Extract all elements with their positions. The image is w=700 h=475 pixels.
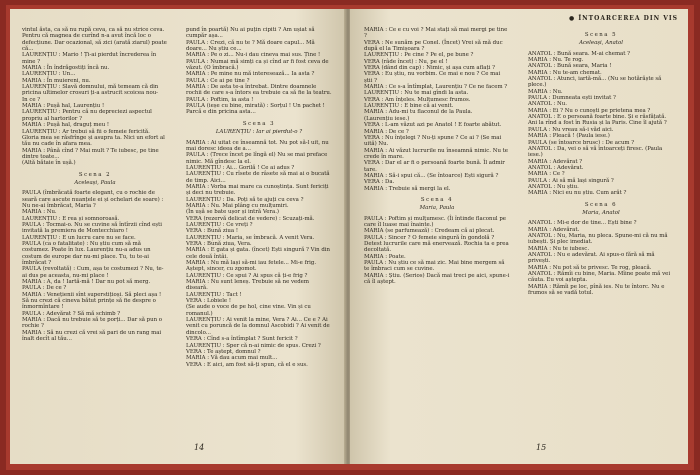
text-line: LAURENȚIU : Nu te mai gîndi la asta. [364, 90, 469, 97]
text-line: PAULA (se întoarce brusc) : De acum ? [528, 139, 635, 146]
text-line: ANATOL : Rămîi cu bine, Maria. Mîine poate mă vei căuta. Eu voi aștepta. [528, 271, 672, 284]
text-line: Maria, Paula [419, 205, 455, 212]
text-line: MARIA : Poate. [364, 253, 406, 260]
text-line: VERA : Am înțeles. Mulțumesc frumos. [364, 96, 471, 103]
text-line: LAURENȚIU : E un lucru care nu se face. [22, 234, 136, 241]
right-column-2 [528, 27, 674, 296]
text-line: ANATOL : Bună seara. M-ai chemat ? [528, 50, 631, 57]
text-line: MARIA : De ce ? [364, 128, 409, 135]
text-line: PAULA : Poftim, ia asta ! [186, 96, 254, 103]
text-line: LAURENȚIU : E rea și somnoroasă. [22, 215, 120, 222]
text-line: MARIA : Nu pot să te privesc. Te rog, pleacă. [528, 264, 652, 271]
text-line: MARIA : A, da ! Iartă-mă ! Dar nu pot să merg. [22, 279, 151, 286]
text-line: MARIA : Nu. Mai plâng cu mulțumiri. [186, 202, 289, 209]
scene-heading: Scena 4 [420, 196, 454, 203]
text-line: VERA : Te aștept, domnul ? [186, 348, 261, 355]
text-line: ANATOL : Atunci, iartă-mă... (Nu se hotărăște să plece.) [528, 76, 664, 89]
text-line: MARIA : Pușă hal, Laurențiu ! [22, 103, 105, 110]
text-line: MARIA : Ce e cu voi ? Mai stați să mai mergi pe tine ? [364, 27, 509, 40]
text-line: LAURENȚIU : E bine că ai venit. [364, 103, 454, 110]
text-line: Maria, Anatol [582, 209, 620, 216]
text-line: LAURENȚIU : Cu rîsete de râsete să mai ai o bucată de timp. Aici... [186, 171, 332, 184]
text-line: MARIA : Dacă nu trebuie să te porți... Dar să pun o rochie ? [22, 317, 164, 330]
text-line: PAULA : Poftim și mulțumesc. (Îi întinde flaconul pe care îl luase mai înainte.) [364, 215, 508, 228]
text-line: PAULA : Dumneata ești invitat ? [528, 95, 616, 102]
text-line: VERA : Cînd s-a întîmplat ? Sunt fericit ? [186, 336, 298, 343]
text-line: ANATOL : Da, vei o să vă întoarceți firesc. (Paula iese.) [528, 145, 664, 159]
text-line: VERA : Nu înțelegi ? Nu-ți spune ? Ce ai ? (Se mai uită) Nu. [364, 134, 503, 148]
text-line: LAURENȚIU : Pe cine ? Pe el, pe bune ? [364, 52, 474, 59]
text-line: LAURENȚIU : Ar trebui să fii o femeie fericită. Gloria mea se răsfrînge și asupra ta. Nici un efort al tău nu cade în afara mea. [22, 128, 167, 148]
text-line: MARIA : Vă dau acum mai mult... [186, 355, 278, 362]
text-line: MARIA : Vorba mai mare ca cunoștința. Sunt fericiți și deci nu trebuie. [186, 183, 331, 197]
text-line: LAURENȚIU : Mario ! Ți-ai pierdut încrederea în mine ? [22, 52, 158, 65]
text-line: MARIA : Adevărat. [528, 226, 580, 233]
text-line: ANATOL : Nu știu. [528, 183, 579, 190]
text-line: ANATOL : Mi-e dor de tine... Ești bine ? [528, 220, 637, 227]
text-line: MARIA : Nu. [528, 88, 563, 95]
text-line: PAULA (revoltată) : Cum, așa te costumezi ? Nu, te-ai dus pe aceasta, nu-mi place ! [22, 266, 164, 279]
text-line: MARIA : Nu. Te rog. [528, 57, 584, 64]
text-line: MARIA : Nu te-am chemat. [528, 69, 602, 76]
text-line: MARIA : De asta te-a întrebat. Dintre doamnele rochii de care s-a întors ea trebuie ca să fie la teatru. [186, 84, 332, 97]
text-line: PAULA (ieșe cu bine, mirată) : Sorțul ! Un pachet ! Parcă e din pricina asta... [186, 103, 327, 116]
text-line: ANATOL : E o persoană foarte bine. Și e răsfățată. Ani la rînd a fost în Rusia și la Paris. Cine îl ajută ? [528, 114, 668, 127]
text-line: MARIA : Nu mă lași să-mi iau fetele... Mi-e frig. Aștept, sincer, cu zgomot. [186, 260, 318, 273]
text-line: PAULA (ca o fatalitate) : Nu știu cum să mă costumez. Poate în lux. Laurențiu nu-a adus un costum de europe dar nu-mi place. Tu, tu te-ai îmbrăcat ? [22, 241, 153, 267]
left-column-2 [186, 27, 332, 368]
text-line: LAURENȚIU : Tact ! [186, 291, 242, 298]
right-column-1 [364, 27, 510, 285]
text-line: (Se aude o voce de pe hol, cine vine. Vin și cu romanul.) [186, 304, 313, 317]
text-line: PAULA : De ce ? [22, 285, 67, 292]
text-line: MARIA : Adevărat ? [528, 158, 583, 165]
text-line: LAURENȚIU : Da. Poți să te ajuți cu ceva ? [186, 196, 304, 203]
text-line: VERA : E aici, am fost să-ți spun, că el e sus. [186, 361, 308, 368]
text-line: PAULA : Ce ai pe tine ? [186, 77, 250, 84]
text-line: MARIA (se parfumează) : Credeam că ai plecat. [364, 228, 495, 235]
text-line: MARIA : Să-i spui că... (Se întoarce) Ești sigură ? [364, 172, 499, 179]
text-line: VERA : Ne sunăm pe Conel. (Încet) Vrei să mă duc după el la Timișoara ? [364, 39, 505, 53]
text-line: ANATOL : Adevărat. [528, 164, 584, 171]
page-number-left: 14 [194, 443, 205, 452]
text-line: LAURENȚIU : Iar ai pierdut-o ? [215, 129, 303, 136]
text-line: MARIA : Pușă hal, draguț meu ! [22, 122, 110, 129]
text-line: LAURENȚIU : Ce vreți ? [186, 221, 253, 228]
text-line: VERA : Bună ziua ! [186, 228, 238, 235]
text-line: VERA : Lobiele ! [186, 298, 232, 305]
text-line: LAURENȚIU : Un... [22, 71, 76, 78]
text-line: MARIA : Pleacă ! (Paula iese.) [528, 133, 610, 140]
text-line: LAURENȚIU : Ai... Gorilă ! Ce ai adus ? [186, 164, 295, 171]
text-line: vintul ăsta, ca să nu rupă ceva, ca să nu strice ceva. Pentru că magnea de curînd n-a avut încă loc o defecțiune. Dar ocazional, să zici (arată ziarul) poate că... [22, 27, 169, 53]
text-line: ANATOL : Nu, Maria, nu pleca. Spune-mi că nu mă iubești. Și plec imediat. [528, 232, 670, 246]
text-line: MARIA : În muiereni, nu. [22, 77, 91, 84]
text-line: MARIA : Rămîi pe loc, pînă ies. Nu te întorc. Nu e frumos să se vadă totul. [528, 283, 667, 297]
text-line: MARIA : Nici eu nu știu. Cum arăt ? [528, 190, 627, 197]
text-line: LAURENȚIU : Ai venit la mine, Vera ? Ai... Ce e ? Ai venit cu poruncă de la domnul Ascobidi ? Ai venit de dincolo... [186, 317, 332, 336]
text-line: PAULA : Numai mă simți ca și cînd ar fi fost ceva de văzut. (O îmbracă.) [186, 58, 331, 72]
text-line: MARIA : Până cînd ? Mai mult ? Te iubesc, pe tine dintre toate... [22, 147, 161, 160]
text-line: ANATOL : Nu e adevărat. Ai spus-o fără să mă privești. [528, 252, 657, 265]
text-line: PAULA : Tocmai-o. Nu se cuvine să întîrzii cînd ești invitată la premiera de Montecchiaro ! [22, 221, 164, 235]
text-line: PAULA (îmbrăcată foarte elegant, cu o rochie de seară care ascute nuanțele ei și ochelari de soare) : Nu ne-ai îmbrăcat, Maria ? [22, 190, 165, 209]
scene-heading: Scena 6 [584, 201, 618, 208]
scene-heading: Scena 3 [242, 120, 276, 127]
text-line: VERA : Eu știu, nu vorbim. Ce mai e nou ? Ce mai știi ? [364, 71, 502, 84]
right-page [350, 9, 688, 464]
text-line: PAULA : Crezi, că nu te ? Mă doare capul... Mă doare... Nu știu ce... [186, 39, 317, 53]
text-line: VERA (râde încet) : Nu, pe el ! [364, 58, 448, 65]
text-line: In ce ? [22, 96, 41, 103]
text-line: LAURENȚIU : Ce spui ? Ai spus că ți-e frig ? [186, 272, 308, 279]
text-line: (În ușă se bate ușor și intră Vera.) [186, 209, 280, 216]
text-line: Aceleași, Paula [74, 179, 116, 186]
text-line: MARIA : Adu-mi tu flaconul de la Paula. [364, 109, 473, 116]
text-line: PAULA : Nu vreau să-i văd aici. [528, 126, 614, 133]
text-line: VERA : Da. [364, 179, 395, 186]
text-line: MARIA : Nu sunt leneș. Trebuie să ne vedem diseară. [186, 279, 311, 292]
text-line: MARIA : Să nu crezi că vrei să pari de un rang mai înalt decît al tău... [22, 329, 163, 343]
text-line: MARIA : Pe mine nu mă interesează... Ia asta ? [186, 71, 315, 78]
left-column-1 [22, 27, 168, 343]
text-line: PAULA : Adevărat ? Să mă schimb ? [22, 310, 121, 317]
text-line: ANATOL : Bună seara, Maria ! [528, 63, 612, 70]
text-line: LAURENȚIU : Pentru că nu depreciezi aspectul propriu al hartorilor ? [22, 109, 154, 122]
text-line: MARIA : Ai văzut lucrurile nu înseamnă nimic. Nu te crede în mare. [364, 147, 510, 160]
text-line: MARIA : În îndrăgostiți încă nu. [22, 65, 110, 72]
text-line: (Altă bătaie în ușă.) [22, 160, 76, 167]
text-line: MARIA : Trebuie să mergi la el. [364, 185, 451, 192]
text-line: pund în poartă) Nu ai puțin cipiti ? Am ușiat să cumpăr așa... [186, 27, 317, 40]
text-line: MARIA : Ce s-a întîmplat, Laurențiu ? Ce ne facem ? [364, 84, 508, 91]
scene-heading: Scena 5 [584, 32, 618, 38]
text-line: VERA (rezervă delicat de vedere) : Scuzați-mă. [186, 215, 315, 222]
text-line: (Laurențiu iese.) [364, 115, 410, 122]
book-spread [6, 5, 694, 470]
scene-heading: Scena 2 [78, 171, 112, 178]
text-line: MARIA : Ce ? [528, 171, 565, 178]
text-line: LAURENȚIU : Slavă domnului, mă temeam că din pricina ultimelor crosuri ți-a astrucit scoicea nou- [22, 84, 160, 97]
text-line: PAULA : Sincer ? O femeie singură în gondolă ? Detest lucrurile care mă enervează. Rochia ta e prea decoltată. [364, 234, 511, 254]
text-line: MARIA : Ei ? Nu o cunoști pe prietena mea ? [528, 107, 651, 114]
text-line: MARIA : Venețienii sînt superstițioși. Să pleci așa ! Să nu crezi că cineva bătut prințe să fie despre o înmormîntare ! [22, 291, 163, 311]
text-line: VERA : L-am văzut azi pe Anatol ! E foarte abătut. [364, 122, 502, 129]
text-line: MARIA : Nu te iubesc. [528, 245, 590, 252]
text-line: LAURENȚIU : Maria, se îmbracă. A venit Vera. [186, 234, 315, 241]
text-line: MARIA : Nu. [22, 209, 57, 216]
text-line: PAULA : Nu știu ce să mai zic. Mai bine mergem să te îmbraci cum se cuvine. [364, 260, 507, 273]
text-line: MARIA : Ai uitat ce înseamnă tot. Nu pot să-l uit, nu mai doresc ideea de a... [186, 139, 331, 152]
text-line: VERA : Dar el ar fi o persoană foarte bună. Îl admir tare. [364, 160, 507, 173]
text-line: ANATOL : Nu. [528, 101, 567, 108]
text-line: Aceleași, Anatol [579, 40, 623, 47]
text-line: LAURENȚIU : Sper că n-ai nimic de spus. Crezi ? [186, 342, 321, 349]
text-line: VERA (dând din cap) : Nimic, și așa cum aflați ? [364, 65, 495, 72]
text-line: VERA : Bună ziua, Vera. [186, 241, 252, 247]
running-head: ● ÎNTOARCEREA DIN VIS [569, 15, 678, 22]
text-line: MARIA : Pe o zi... Nu-i dau cineva mai sus. Ține ! [186, 52, 321, 59]
page-number-right: 15 [536, 443, 547, 452]
left-page [10, 9, 346, 464]
text-line: PAULA : Ai să mă lași singură ? [528, 177, 614, 184]
text-line: MARIA : Știu. (Serios) Dacă mai treci pe aici, spune-i că îl aștept. [364, 272, 512, 286]
text-line: MARIA : E gata și gata. (încet) Ești singură ? Vin din cele două întâi. [186, 247, 332, 260]
text-line: PAULA : (Trece încet pe lîngă el) Nu se mai preface nimic. Mă gîndesc la el. [186, 152, 330, 165]
